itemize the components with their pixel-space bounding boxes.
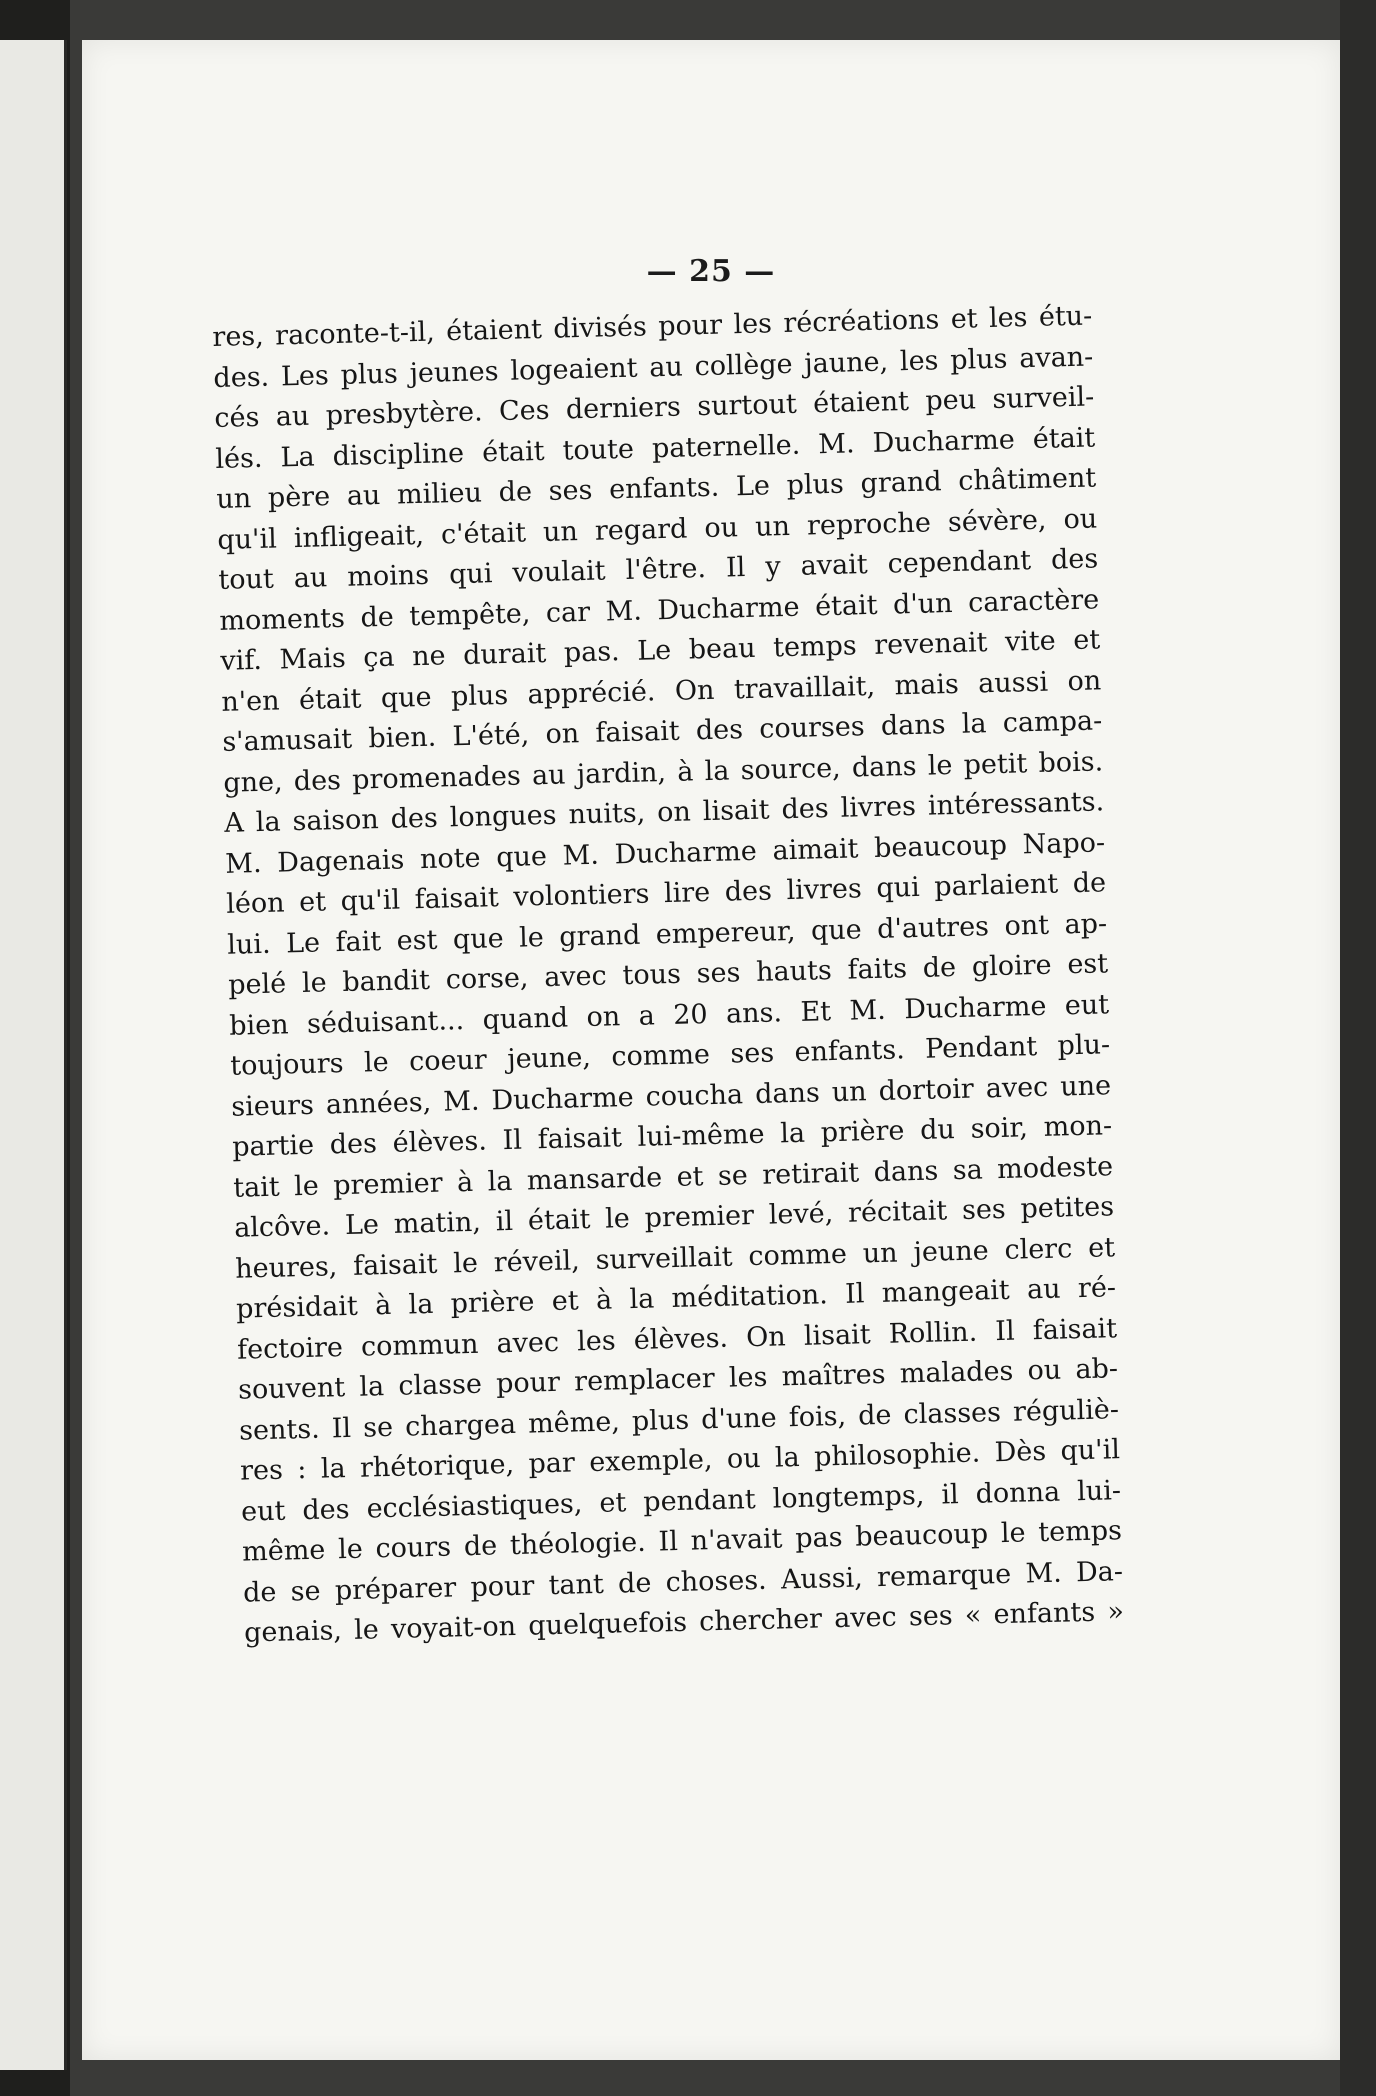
text-line: tait le premier à la mansarde et se retirait dans sa modeste	[232, 1150, 1114, 1204]
text-line: res, raconte-t-il, étaient divisés pour les récréations et les étu-	[212, 300, 1093, 353]
text-line: s'amusait bien. L'été, on faisait des courses dans la campa-	[221, 705, 1103, 758]
text-line: vif. Mais ça ne durait pas. Le beau temps revenait vite et	[220, 624, 1101, 677]
text-line: fectoire commun avec les élèves. On lisait Rollin. Il faisait	[236, 1312, 1118, 1366]
text-line: sieurs années, M. Ducharme coucha dans un dortoir avec une	[230, 1069, 1112, 1123]
text-line: gne, des promenades au jardin, à la source, dans le petit bois.	[222, 745, 1104, 799]
text-line: genais, le voyait-on quelquefois chercher avec ses « enfants »	[243, 1596, 1125, 1649]
text-line: eut des ecclésiastiques, et pendant longtemps, il donna lui-	[240, 1474, 1122, 1528]
text-line: lui. Le fait est que le grand empereur, que d'autres ont ap-	[226, 907, 1108, 961]
text-line: qu'il infligeait, c'était un regard ou un reproche sévère, ou	[217, 502, 1098, 556]
text-line: M. Dagenais note que M. Ducharme aimait beaucoup Napo-	[224, 826, 1106, 880]
text-line: pelé le bandit corse, avec tous ses hauts faits de gloire est	[227, 948, 1109, 1001]
text-line: présidait à la prière et à la méditation. Il mangeait au ré-	[235, 1272, 1117, 1325]
text-line: cés au presbytère. Ces derniers surtout étaient peu surveil-	[214, 381, 1095, 434]
text-line: un père au milieu de ses enfants. Le plus grand châtiment	[216, 462, 1097, 515]
text-line: A la saison des longues nuits, on lisait des livres intéressants.	[223, 786, 1105, 839]
text-line: n'en était que plus apprécié. On travaillait, mais aussi on	[221, 664, 1102, 718]
text-line: des. Les plus jeunes logeaient au collège jaune, les plus avan-	[213, 340, 1094, 394]
text-line: souvent la classe pour remplacer les maîtres malades ou ab-	[237, 1353, 1119, 1406]
text-line: tout au moins qui voulait l'être. Il y avait cependant des	[218, 543, 1099, 596]
text-line: même le cours de théologie. Il n'avait pas beaucoup le temps	[241, 1515, 1123, 1568]
text-line: partie des élèves. Il faisait lui-même la prière du soir, mon-	[231, 1110, 1113, 1163]
text-line: léon et qu'il faisait volontiers lire des livres qui parlaient de	[225, 867, 1107, 920]
text-line: toujours le coeur jeune, comme ses enfants. Pendant plu-	[229, 1029, 1111, 1082]
previous-page-edge	[0, 40, 67, 2070]
page-number: — 25 —	[646, 254, 776, 289]
text-line: moments de tempête, car M. Ducharme était d'un caractère	[219, 583, 1100, 637]
text-line: res : la rhétorique, par exemple, ou la philosophie. Dès qu'il	[239, 1434, 1121, 1487]
text-line: sents. Il se chargea même, plus d'une fois, de classes réguliè-	[238, 1393, 1120, 1447]
text-line: heures, faisait le réveil, surveillait comme un jeune clerc et	[234, 1231, 1116, 1285]
text-line: bien séduisant... quand on a 20 ans. Et M. Ducharme eut	[228, 988, 1110, 1042]
page-body-text	[212, 296, 1124, 1654]
text-line: de se préparer pour tant de choses. Aussi, remarque M. Da-	[242, 1555, 1124, 1609]
text-line: alcôve. Le matin, il était le premier levé, récitait ses petites	[233, 1191, 1115, 1244]
text-line: lés. La discipline était toute paternelle. M. Ducharme était	[215, 421, 1096, 475]
scan-right-border	[1340, 0, 1376, 2096]
